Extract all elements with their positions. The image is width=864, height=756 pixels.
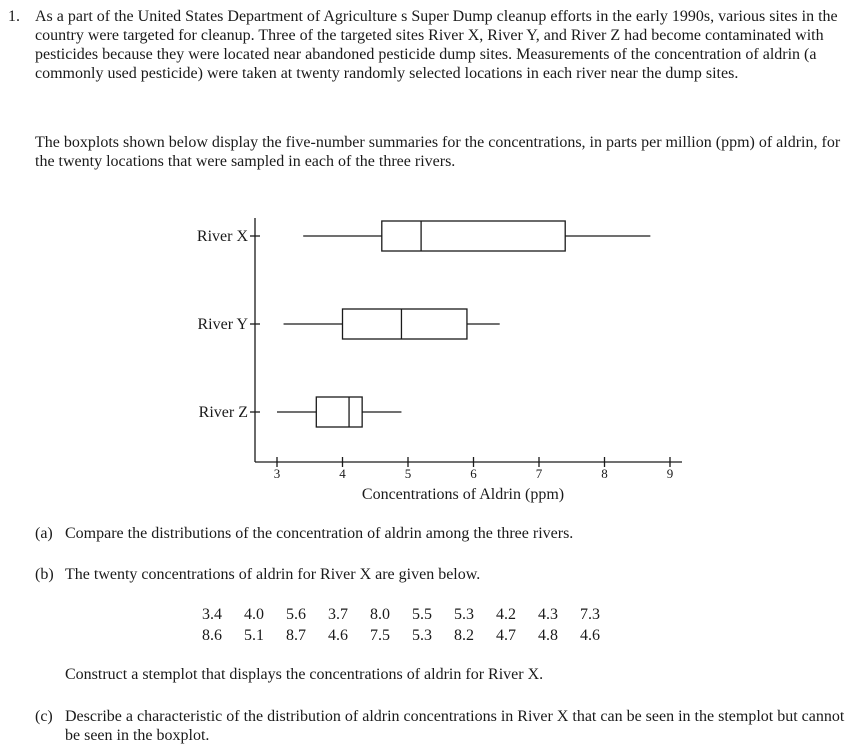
x-axis-label: Concentrations of Aldrin (ppm): [361, 486, 565, 503]
part-a: [35, 524, 573, 543]
part-a-text: Compare the distributions of the concentration of aldrin among the three rivers.: [65, 525, 574, 542]
question-number: 1.: [8, 8, 20, 25]
river-x-value: 5.6: [286, 606, 306, 623]
river-x-value: 5.3: [454, 606, 474, 623]
river-x-value: 8.2: [454, 627, 474, 644]
part-b-label: (b): [35, 566, 54, 583]
iqr-box: [382, 221, 565, 251]
river-x-values-row-1: [202, 605, 600, 624]
river-x-value: 5.1: [244, 627, 264, 644]
river-label: River Z: [198, 404, 248, 421]
river-x-value: 4.6: [328, 627, 348, 644]
river-x-values-row-2: [202, 626, 600, 645]
iqr-box: [343, 309, 467, 339]
boxplot-description: The boxplots shown below display the five-number summaries for the concentrations, in parts per million (ppm) of aldrin, for the twenty locations that were sampled in each of the three rivers.: [35, 134, 841, 170]
part-b-text: The twenty concentrations of aldrin for River X are given below.: [65, 566, 481, 583]
x-tick-label: 5: [404, 466, 412, 481]
river-x-value: 7.5: [370, 627, 390, 644]
river-label: River Y: [197, 316, 248, 333]
river-x-value: 4.8: [538, 627, 558, 644]
river-x-value: 8.7: [286, 627, 306, 644]
part-c: [35, 707, 855, 745]
river-x-value: 5.5: [412, 606, 432, 623]
x-tick-label: 9: [666, 466, 674, 481]
river-label: River X: [196, 228, 248, 245]
river-x-value: 5.3: [412, 627, 432, 644]
river-x-value: 7.3: [580, 606, 600, 623]
x-tick-label: 7: [535, 466, 543, 481]
part-c-text: Describe a characteristic of the distribution of aldrin concentrations in River X that can be seen in the stemplot but cannot be seen in the boxplot.: [65, 708, 845, 744]
iqr-box: [316, 397, 362, 427]
river-x-value: 8.6: [202, 627, 222, 644]
x-tick-label: 4: [339, 466, 346, 481]
river-x-value: 4.2: [496, 606, 516, 623]
x-tick-label: 6: [470, 466, 477, 481]
x-tick-label: 8: [601, 466, 608, 481]
question-intro: As a part of the United States Department of Agriculture s Super Dump cleanup efforts in the early 1990s, various sites in the country were targeted for cleanup. Three of the targeted sites River X, River Y, and River Z had become contaminated with pesticides because they were located near abandoned pesticide dump sites. Measurements of the concentration of aldrin (a commonly used pesticide) were taken at twenty randomly selected locations in each river near the dump sites.: [35, 8, 838, 82]
part-b-instruction: Construct a stemplot that displays the concentrations of aldrin for River X.: [65, 666, 544, 683]
part-c-label: (c): [35, 708, 53, 725]
part-a-label: (a): [35, 525, 53, 542]
river-x-value: 4.6: [580, 627, 600, 644]
part-b: [35, 565, 480, 584]
river-x-value: 4.3: [538, 606, 558, 623]
river-x-value: 4.7: [496, 627, 516, 644]
river-x-value: 3.7: [328, 606, 348, 623]
river-x-value: 8.0: [370, 606, 390, 623]
river-x-value: 3.4: [202, 606, 222, 623]
x-tick-label: 3: [273, 466, 281, 481]
river-x-value: 4.0: [244, 606, 264, 623]
